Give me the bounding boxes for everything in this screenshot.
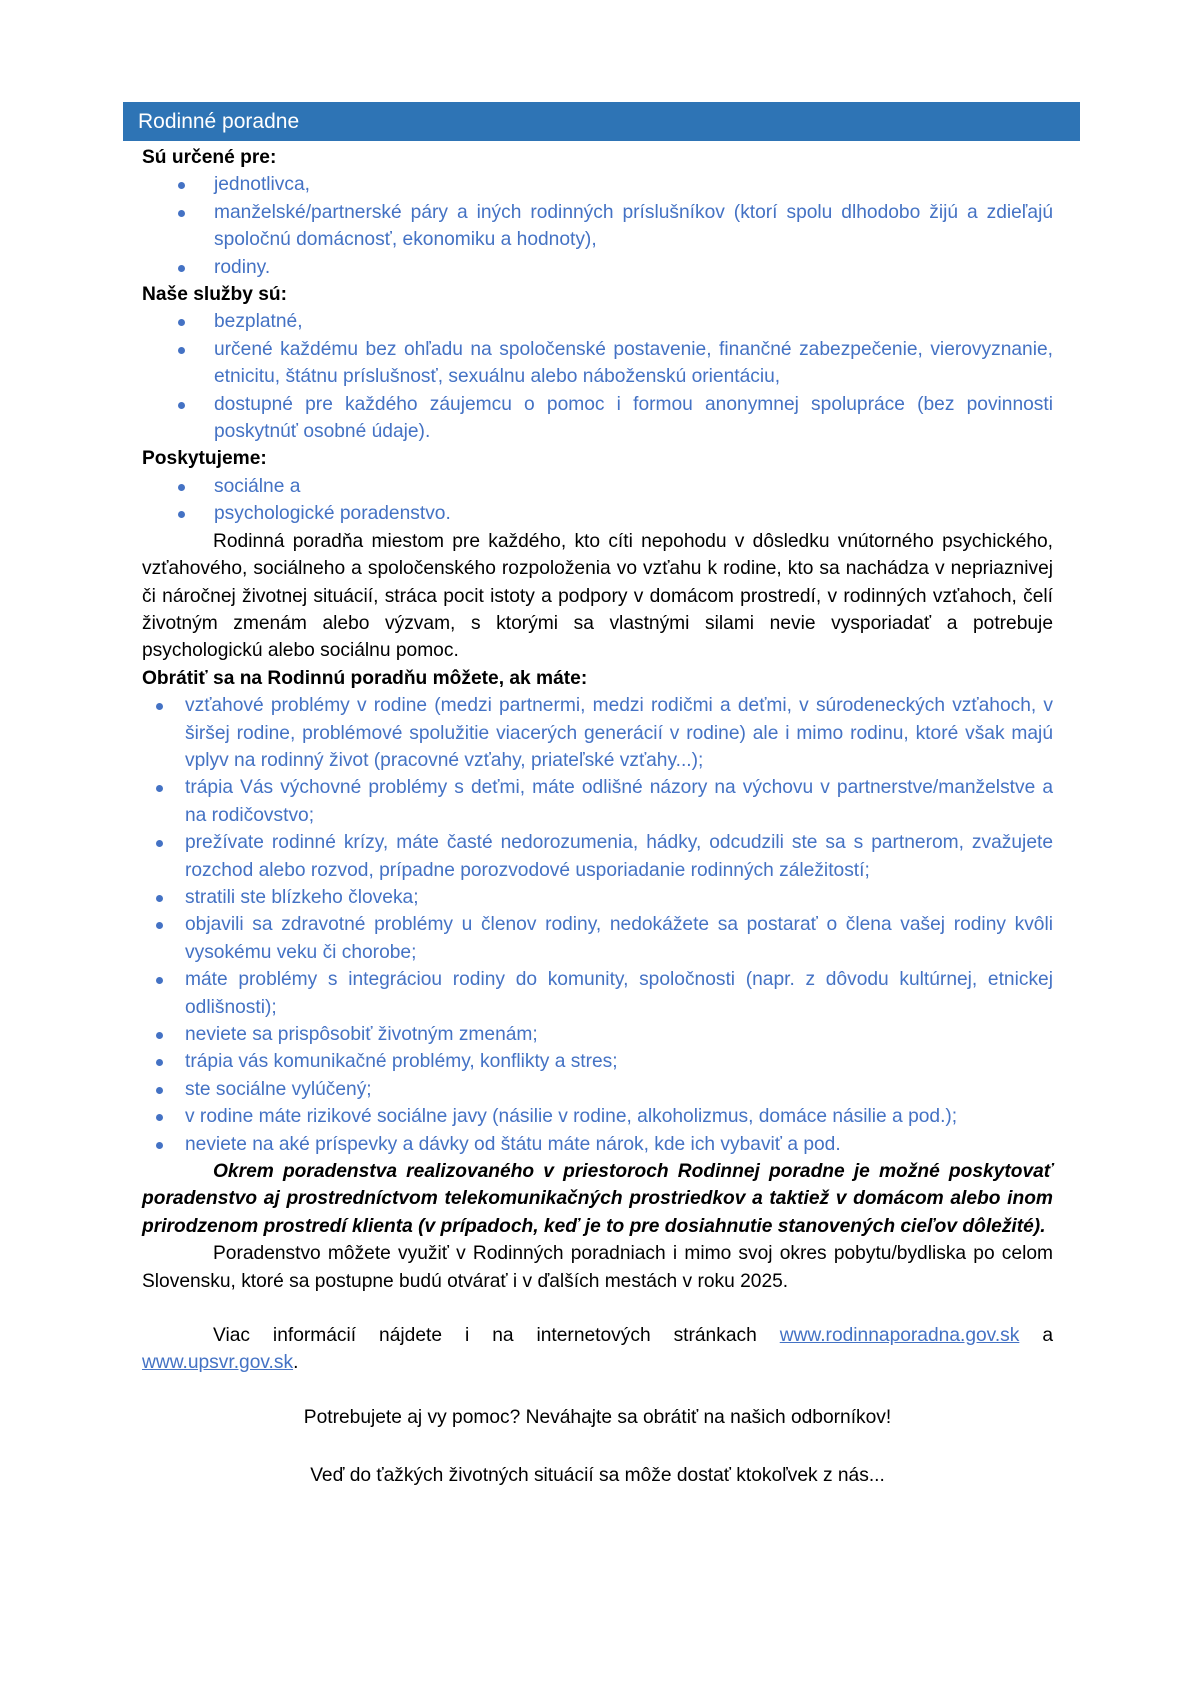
bullet-icon [156, 922, 163, 929]
bullet-icon [178, 265, 185, 272]
list-item: manželské/partnerské páry a iných rodinných príslušníkov (ktorí spolu dlhodobo žijú a zdieľajú spoločnú domácnosť, ekonomiku a hodnoty), [214, 199, 1053, 254]
list-item: objavili sa zdravotné problémy u členov rodiny, nedokážete sa postarať o člena vašej rodiny kvôli vysokému veku či chorobe; [185, 911, 1053, 966]
remote-counseling-paragraph: Okrem poradenstva realizovaného v priestoroch Rodinnej poradne je možné poskytovať poradenstvo aj prostredníctvom telekomunikačných prostriedkov a taktiež v domácom alebo inom prirodzenom prostredí klienta (v prípadoch, keď je to pre dosiahnutie stanovených cieľov dôležité). [142, 1161, 1053, 1237]
section-title: Rodinné poradne [138, 110, 300, 133]
more-info-paragraph: Viac informácií nájdete i na internetových stránkach www.rodinnaporadna.gov.sk a www.upsvr.gov.sk. [142, 1325, 1053, 1374]
list-item: v rodine máte rizikové sociálne javy (násilie v rodine, alkoholizmus, domáce násilie a pod.); [185, 1103, 1053, 1130]
closing-line-help: Potrebujete aj vy pomoc? Neváhajte sa obrátiť na našich odborníkov! [303, 1406, 892, 1428]
closing-line-anyone: Veď do ťažkých životných situácií sa môže dostať ktokoľvek z nás... [310, 1465, 885, 1487]
list-item: dostupné pre každého záujemcu o pomoc i formou anonymnej spolupráce (bez povinnosti poskytnúť osobné údaje). [214, 391, 1053, 446]
bullet-icon [178, 402, 185, 409]
bullet-icon [178, 182, 185, 189]
bullet-icon [178, 210, 185, 217]
provide-list [214, 473, 1053, 528]
bullet-icon [156, 1142, 163, 1149]
list-item: neviete na aké príspevky a dávky od štátu máte nárok, kde ich vybaviť a pod. [185, 1131, 1053, 1158]
list-item: určené každému bez ohľadu na spoločenské postavenie, finančné zabezpečenie, vierovyznanie, etnicitu, štátnu príslušnosť, sexuálnu alebo náboženskú orientáciu, [214, 336, 1053, 391]
section-title-bar [123, 102, 1080, 141]
list-item: ste sociálne vylúčený; [185, 1076, 1053, 1103]
bullet-icon [156, 1059, 163, 1066]
upsvr-link[interactable]: www.upsvr.gov.sk [142, 1352, 294, 1374]
bullet-icon [156, 977, 163, 984]
bullet-icon [156, 703, 163, 710]
list-item: trápia Vás výchovné problémy s deťmi, máte odlišné názory na výchovu v partnerstve/manželstve a na rodičovstvo; [185, 774, 1053, 829]
contact-reasons-list [185, 692, 1053, 1158]
bullet-icon [178, 484, 185, 491]
bullet-icon [156, 1032, 163, 1039]
list-item: jednotlivca, [214, 171, 1053, 198]
bullet-icon [156, 1114, 163, 1121]
section-heading-target: Sú určené pre: [142, 147, 277, 168]
section-heading-contact: Obrátiť sa na Rodinnú poradňu môžete, ak máte: [142, 667, 588, 689]
list-item: sociálne a [214, 473, 1053, 500]
list-item: vzťahové problémy v rodine (medzi partnermi, medzi rodičmi a deťmi, v súrodeneckých vzťahoch, v širšej rodine, problémové spolužitie viacerých generácií v rodine) ale i mimo rodinu, ktoré však majú vplyv na rodinný život (pracovné vzťahy, priateľské vzťahy...); [185, 692, 1053, 774]
document-content [142, 144, 1053, 1490]
bullet-icon [156, 1087, 163, 1094]
target-list [214, 171, 1053, 281]
bullet-icon [156, 840, 163, 847]
bullet-icon [178, 347, 185, 354]
intro-paragraph: Rodinná poradňa miestom pre každého, kto cíti nepohodu v dôsledku vnútorného psychického, vzťahového, sociálneho a spoločenského rozpoloženia vo vzťahu k rodine, kto sa nachádza v nepriaznivej či náročnej životnej situácií, stráca pocit istoty a podpory v domácom prostredí, v rodinných vzťahoch, čelí životným zmenám alebo výzvam, s ktorými sa vlastnými silami nevie vysporiadať a potrebuje psychologickú alebo sociálnu pomoc. [142, 530, 1053, 662]
list-item: máte problémy s integráciou rodiny do komunity, spoločnosti (napr. z dôvodu kultúrnej, etnickej odlišnosti); [185, 966, 1053, 1021]
availability-paragraph: Poradenstvo môžete využiť v Rodinných poradniach i mimo svoj okres pobytu/bydliska po celom Slovensku, ktoré sa postupne budú otvárať i v ďalších mestách v roku 2025. [142, 1243, 1053, 1292]
bullet-icon [178, 511, 185, 518]
section-heading-provide: Poskytujeme: [142, 448, 267, 470]
list-item: psychologické poradenstvo. [214, 500, 1053, 527]
list-item: rodiny. [214, 254, 1053, 281]
rodinnaporadna-link[interactable]: www.rodinnaporadna.gov.sk [779, 1325, 1020, 1347]
list-item: trápia vás komunikačné problémy, konflikty a stres; [185, 1048, 1053, 1075]
services-list [214, 308, 1053, 445]
section-heading-services: Naše služby sú: [142, 284, 288, 306]
bullet-icon [178, 319, 185, 326]
list-item: prežívate rodinné krízy, máte časté nedorozumenia, hádky, odcudzili ste sa s partnerom, zvažujete rozchod alebo rozvod, prípadne porozvodové usporiadanie rodinných záležitostí; [185, 829, 1053, 884]
bullet-icon [156, 785, 163, 792]
list-item: neviete sa prispôsobiť životným zmenám; [185, 1021, 1053, 1048]
list-item: bezplatné, [214, 308, 1053, 335]
list-item: stratili ste blízkeho človeka; [185, 884, 1053, 911]
bullet-icon [156, 895, 163, 902]
